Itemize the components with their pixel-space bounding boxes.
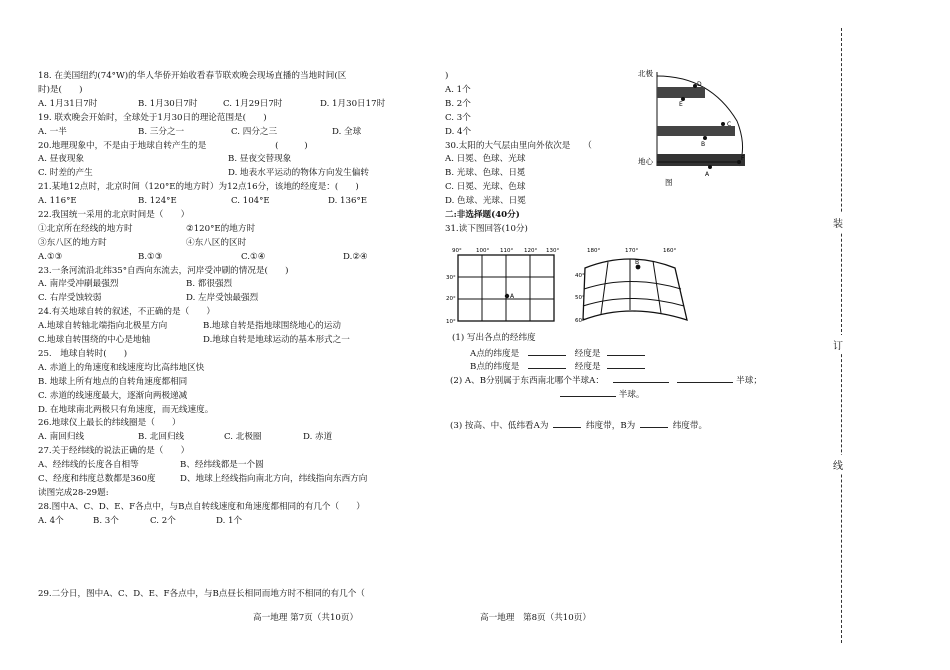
option-d: D. 在地球南北两极只有角速度，而无线速度。	[38, 404, 214, 415]
label-e: E	[679, 101, 683, 108]
point-a	[708, 165, 712, 169]
point-a-marker	[505, 294, 509, 298]
blank-a-lon[interactable]	[607, 346, 645, 356]
part-2-text: (2) A、B分别属于东西南北哪个半球A：	[450, 376, 604, 386]
question-31-part-3	[450, 418, 707, 434]
question-21: 21.某地12点时，北京时间（120°E的地方时）为12点16分，该地的经度是：( )	[38, 182, 359, 193]
item-1: ①北京所在经线的地方时	[38, 223, 133, 234]
option-c: C. 右岸受蚀较弱	[38, 293, 102, 304]
question-24-options-1	[38, 320, 433, 334]
option-b: B. 三分之一	[138, 126, 185, 137]
item-3: ③东八区的地方时	[38, 237, 107, 248]
option-b: B. 124°E	[138, 196, 177, 207]
question-18-options	[38, 98, 433, 112]
label-f: F	[741, 155, 745, 162]
option-d: D.地球自转是地球运动的基本形式之一	[203, 335, 350, 346]
option-c: C、经度和纬度总数都是360度	[38, 474, 156, 485]
question-26: 26.地球仪上最长的纬线圈是（ ）	[38, 418, 181, 429]
lon-label: 170°	[625, 248, 639, 254]
question-20-options-1	[38, 153, 433, 167]
option-c: C. 1月29日7时	[223, 98, 283, 109]
grid-line	[653, 261, 661, 313]
blank-a-hemisphere[interactable]	[613, 373, 669, 383]
point-a-label: A	[510, 293, 515, 300]
option-d: D. 1月30日17时	[320, 98, 386, 109]
question-20: 20.地理现象中，不是由于地球自转产生的是 ( )	[38, 140, 308, 151]
question-18: 18. 在美国纽约(74°W)的华人华侨开始收看春节联欢晚会现场直播的当地时间(区	[38, 71, 347, 81]
question-21-options	[38, 195, 433, 209]
label-b-lon: 经度是	[574, 362, 601, 372]
option-d: D、地球上经线指向南北方向，纬线指向东西方向	[180, 474, 368, 485]
option-d: D. 全球	[332, 126, 362, 137]
question-28: 28.图中A、C、D、E、F各点中，与B点自转线速度和角速度都相同的有几个（ ）	[38, 501, 365, 512]
lon-label: 90°	[452, 248, 462, 254]
option-c: C. 3个	[445, 112, 471, 123]
point-c	[721, 122, 725, 126]
part-3-mid: 纬度带，B为	[585, 421, 636, 431]
option-d: D. 左岸受蚀最强烈	[186, 293, 259, 304]
question-27-options-2	[38, 473, 433, 487]
lon-label: 110°	[500, 248, 514, 254]
option-a: A. 南岸受冲刷最强烈	[38, 279, 119, 290]
item-2: ②120°E的地方时	[186, 223, 256, 234]
blank-b-lat[interactable]	[528, 359, 566, 369]
part-2b-suffix: 半球。	[618, 390, 645, 400]
grid-figure-right	[575, 244, 693, 328]
lat-label: 50°	[575, 295, 585, 301]
earth-center-label: 地心	[638, 157, 653, 166]
option-b: B. 光球、色球、日冕	[445, 168, 526, 179]
option-b: B. 3个	[93, 515, 119, 526]
lat-label: 30°	[446, 275, 456, 281]
question-22-items-1	[38, 223, 433, 237]
option-a: A. 南回归线	[38, 432, 85, 443]
option-b: B.地球自转是指地球围绕地心的运动	[203, 321, 341, 332]
option-c: C.地球自转围绕的中心是地轴	[38, 335, 151, 346]
label-d: D	[697, 81, 702, 88]
option-a: A. 日冕、色球、光球	[445, 154, 526, 165]
option-d: D. 赤道	[303, 432, 333, 443]
option-c: C. 时差的产生	[38, 168, 93, 179]
question-29-close: )	[445, 71, 449, 81]
question-28-options	[38, 515, 433, 529]
part-2-suffix: 半球；	[736, 376, 762, 386]
question-23-options-2	[38, 292, 433, 306]
earth-section-figure	[635, 66, 775, 188]
option-b: B. 都很强烈	[186, 279, 233, 290]
lon-label: 180°	[587, 248, 601, 254]
option-a: A. 赤道上的角速度和线速度均比高纬地区快	[38, 362, 205, 373]
grid-figure-left	[446, 244, 564, 326]
option-d: D. 1个	[216, 515, 243, 526]
label-a-lat: A点的纬度是	[470, 349, 520, 359]
option-c: C. 104°E	[231, 196, 270, 207]
footer-right: 高一地理 第8页（共10页）	[480, 613, 591, 623]
option-c: C. 四分之三	[231, 126, 278, 137]
option-c: C.①④	[241, 251, 266, 262]
question-29: 29.二分日，图中A、C、D、E、F各点中，与B点昼长相同而地方时不相同的有几个（	[38, 589, 365, 599]
question-23-options-1	[38, 278, 433, 292]
label-a: A	[705, 171, 710, 178]
option-d: D. 136°E	[328, 196, 368, 207]
question-26-options	[38, 431, 433, 445]
question-24-options-2	[38, 334, 433, 348]
option-c: C. 北极圈	[224, 432, 262, 443]
option-c: C. 日冕、光球、色球	[445, 182, 526, 193]
shaded-band-middle	[657, 126, 735, 136]
question-30: 30.太阳的大气层由里向外依次是 （	[445, 140, 592, 151]
option-a: A. 一半	[38, 126, 67, 137]
option-a: A. 昼夜现象	[38, 154, 85, 165]
section-heading: 二:非选择题(40分)	[445, 210, 520, 221]
option-b: B. 地球上所有地点的自转角速度都相同	[38, 376, 188, 387]
lat-label: 10°	[446, 319, 456, 325]
question-19-options	[38, 126, 433, 140]
lon-label: 160°	[663, 248, 677, 254]
lon-label: 100°	[476, 248, 490, 254]
option-a: A.地球自转轴北端指向北极星方向	[38, 321, 168, 332]
lat-label: 60°	[575, 318, 585, 324]
blank-b-zone[interactable]	[640, 418, 668, 428]
option-b: B.①③	[138, 251, 163, 262]
lat-label: 40°	[575, 273, 585, 279]
north-pole-label: 北极	[638, 69, 653, 78]
question-31-part-1: (1) 写出各点的经纬度	[452, 333, 536, 343]
option-c: C. 赤道的线速度最大，逐渐向两极递减	[38, 390, 188, 401]
question-22-options	[38, 251, 433, 265]
question-27: 27.关于经纬线的说法正确的是（ ）	[38, 446, 190, 457]
binding-char-2: 订	[833, 335, 843, 354]
question-25: 25. 地球自转时( )	[38, 348, 128, 359]
question-18-cont: 时)是( )	[38, 84, 83, 95]
label-b-lat: B点的纬度是	[470, 362, 520, 372]
option-b: B. 昼夜交替现象	[228, 154, 292, 165]
footer-left: 高一地理 第7页（共10页）	[253, 613, 359, 623]
point-b-label: B	[635, 259, 640, 266]
option-a: A. 1月31日7时	[38, 98, 98, 109]
option-b: B、经纬线都是一个圆	[180, 460, 264, 471]
blank-b-lon[interactable]	[607, 359, 645, 369]
point-b	[703, 136, 707, 140]
grid-border	[583, 259, 687, 320]
lon-label: 120°	[524, 248, 538, 254]
grid-line	[601, 262, 608, 314]
option-d: D.②④	[343, 251, 368, 262]
question-24: 24.有关地球自转的叙述，不正确的是（ ）	[38, 307, 215, 318]
figure-caption: 图	[665, 178, 673, 187]
part-3-end: 纬度带。	[672, 421, 708, 431]
blank-b-hemisphere[interactable]	[560, 387, 616, 397]
option-d: D. 4个	[445, 126, 472, 137]
option-a: A.①③	[38, 251, 63, 262]
option-a: A、经纬线的长度各自相等	[38, 460, 139, 471]
label-b: B	[701, 141, 706, 148]
lon-label: 130°	[546, 248, 560, 254]
option-b: B. 1月30日7时	[138, 98, 198, 109]
option-c: C. 2个	[150, 515, 176, 526]
label-c: C	[727, 121, 732, 128]
shaded-band-bottom	[657, 154, 745, 166]
option-d: D. 地表水平运动的物体方向发生偏转	[228, 168, 369, 179]
question-28-intro: 读图完成28-29题:	[38, 487, 109, 498]
question-27-options-1	[38, 459, 433, 473]
part-3-text: (3) 按高、中、低纬看A为	[450, 421, 549, 431]
option-b: B. 2个	[445, 98, 471, 109]
label-a-lon: 经度是	[574, 349, 601, 359]
question-23: 23.一条河流沿北纬35°自西向东流去，河岸受冲刷的情况是( )	[38, 265, 289, 276]
blank-a-lat[interactable]	[528, 346, 566, 356]
option-a: A. 116°E	[38, 196, 77, 207]
shaded-band-top	[657, 87, 705, 98]
item-4: ④东八区的区时	[186, 237, 247, 248]
binding-char-3: 线	[833, 455, 843, 474]
question-19: 19. 联欢晚会开始时，全球处于1月30日的理论范围是( )	[38, 112, 267, 123]
lat-label: 20°	[446, 296, 456, 302]
question-20-options-2	[38, 167, 433, 181]
question-22: 22.我国统一采用的北京时间是（ ）	[38, 209, 190, 220]
left-column	[38, 70, 433, 529]
option-d: D. 色球、光球、日冕	[445, 196, 526, 207]
option-b: B. 北回归线	[138, 432, 185, 443]
question-31: 31.读下图回答(10分)	[445, 223, 528, 234]
option-a: A. 1个	[445, 84, 471, 95]
option-a: A. 4个	[38, 515, 64, 526]
binding-char-1: 装	[833, 213, 843, 232]
question-22-items-2	[38, 237, 433, 251]
grid-line	[584, 282, 681, 290]
grid-line	[583, 299, 684, 307]
blank-a-zone[interactable]	[553, 418, 581, 428]
blank-a-hemisphere-2[interactable]	[677, 373, 733, 383]
question-31-part-2b	[560, 387, 645, 403]
